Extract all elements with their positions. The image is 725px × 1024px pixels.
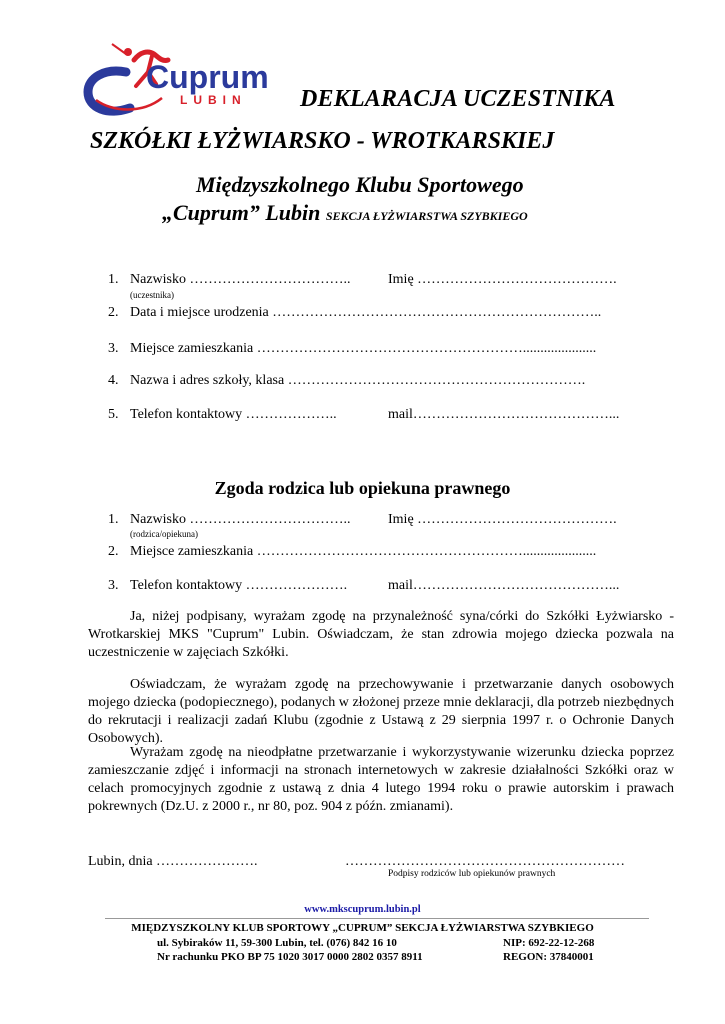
- field-number: 4.: [108, 373, 119, 388]
- cuprum-logo: [82, 38, 282, 128]
- club-name-cuprum: „Cuprum” Lubin: [162, 200, 321, 225]
- field-label: Nazwisko ……………………………..: [130, 272, 351, 287]
- participant-phone-field[interactable]: [108, 407, 337, 423]
- field-hint: (uczestnika): [130, 290, 174, 300]
- participant-birth-field[interactable]: [108, 305, 601, 321]
- field-number: 3.: [108, 341, 119, 356]
- logo-wordmark: Cuprum: [146, 59, 269, 95]
- field-label: Miejsce zamieszkania ………………………………………………….....................: [130, 544, 597, 559]
- participant-surname-field[interactable]: [108, 272, 351, 288]
- guardian-address-field[interactable]: [108, 544, 596, 560]
- footer-nip: NIP: 692-22-12-268: [503, 937, 595, 949]
- club-name-2: [162, 200, 528, 226]
- skater-logo-icon: [82, 38, 282, 128]
- field-number: 1.: [108, 512, 119, 527]
- consent-paragraph-3: [88, 744, 674, 816]
- field-label: Telefon kontaktowy ………………..: [130, 407, 337, 422]
- field-label: Data i miejsce urodzenia ……………………………………………………………..: [130, 305, 602, 320]
- consent-paragraph-2: [88, 676, 674, 748]
- field-number: 2.: [108, 544, 119, 559]
- guardian-mail-field[interactable]: mail……………………………………...: [388, 578, 620, 593]
- footer-account: Nr rachunku PKO BP 75 1020 3017 0000 2802 0357 8911: [157, 951, 423, 963]
- field-label: Nazwisko ……………………………..: [130, 512, 351, 527]
- consent-text: Ja, niżej podpisany, wyrażam zgodę na przynależność syna/córki do Szkółki Łyżwiarsko - Wrotkarskiej MKS "Cuprum" Lubin. Oświadczam, że stan zdrowia mojego dziecka pozwala na uczestniczenie w zajęciach Szkółki.: [88, 609, 674, 660]
- field-number: 2.: [108, 305, 119, 320]
- participant-address-field[interactable]: [108, 341, 596, 357]
- guardian-surname-field[interactable]: [108, 512, 351, 528]
- field-label: Nazwa i adres szkoły, klasa ……………………………………………………….: [130, 373, 586, 388]
- website-link[interactable]: www.mkscuprum.lubin.pl: [304, 904, 421, 915]
- footer-address: ul. Sybiraków 11, 59-300 Lubin, tel. (076) 842 16 10: [157, 937, 397, 949]
- guardian-consent-heading: Zgoda rodzica lub opiekuna prawnego: [214, 478, 511, 498]
- footer-regon: REGON: 37840001: [503, 951, 594, 963]
- participant-name-field[interactable]: Imię …………………………………….: [388, 272, 617, 287]
- place-date-field[interactable]: Lubin, dnia ………………….: [88, 854, 258, 869]
- field-label: Telefon kontaktowy ………………….: [130, 578, 348, 593]
- signature-line[interactable]: ……………………………………………………: [345, 854, 625, 869]
- page-title: DEKLARACJA UCZESTNIKA: [300, 86, 616, 112]
- consent-text: Oświadczam, że wyrażam zgodę na przechowywanie i przetwarzanie danych osobowych mojego dziecka (podopiecznego), podanych w złożonej przeze mnie deklaracji, dla potrzeb niezbędnych do rekrutacji i realizacji zadań Klubu (zgodnie z Ustawą z 29 sierpnia 1997 r. o Ochronie Danych Osobowych).: [88, 677, 674, 746]
- page-subtitle: SZKÓŁKI ŁYŻWIARSKO - WROTKARSKIEJ: [90, 128, 555, 154]
- logo-subtext: LUBIN: [180, 93, 247, 107]
- signature-caption: Podpisy rodziców lub opiekunów prawnych: [388, 869, 556, 879]
- field-label: Miejsce zamieszkania ………………………………………………….....................: [130, 341, 597, 356]
- guardian-phone-field[interactable]: [108, 578, 347, 594]
- participant-mail-field[interactable]: mail……………………………………...: [388, 407, 620, 422]
- club-name: Międzyszkolnego Klubu Sportowego: [196, 172, 524, 197]
- consent-paragraph-1: [88, 608, 674, 662]
- consent-text: Wyrażam zgodę na nieodpłatne przetwarzanie i wykorzystywanie wizerunku dziecka poprzez zamieszczanie zdjęć i informacji na stronach internetowych w zakresie działalności Szkółki oraz w celach promocyjnych zgodnie z ustawą z dnia 4 lutego 1994 roku o prawie autorskim i prawach pokrewnych (Dz.U. z 2000 r., nr 80, poz. 904 z późn. zmianami).: [88, 745, 674, 814]
- footer-divider: [105, 918, 649, 919]
- field-number: 3.: [108, 578, 119, 593]
- footer-club-name: MIĘDZYSZKOLNY KLUB SPORTOWY „CUPRUM” SEKCJA ŁYŻWIARSTWA SZYBKIEGO: [131, 922, 594, 934]
- section-name: SEKCJA ŁYŻWIARSTWA SZYBKIEGO: [325, 209, 528, 223]
- participant-school-field[interactable]: [108, 373, 585, 389]
- field-hint: (rodzica/opiekuna): [130, 529, 198, 539]
- field-number: 1.: [108, 272, 119, 287]
- field-number: 5.: [108, 407, 119, 422]
- guardian-name-field[interactable]: Imię …………………………………….: [388, 512, 617, 527]
